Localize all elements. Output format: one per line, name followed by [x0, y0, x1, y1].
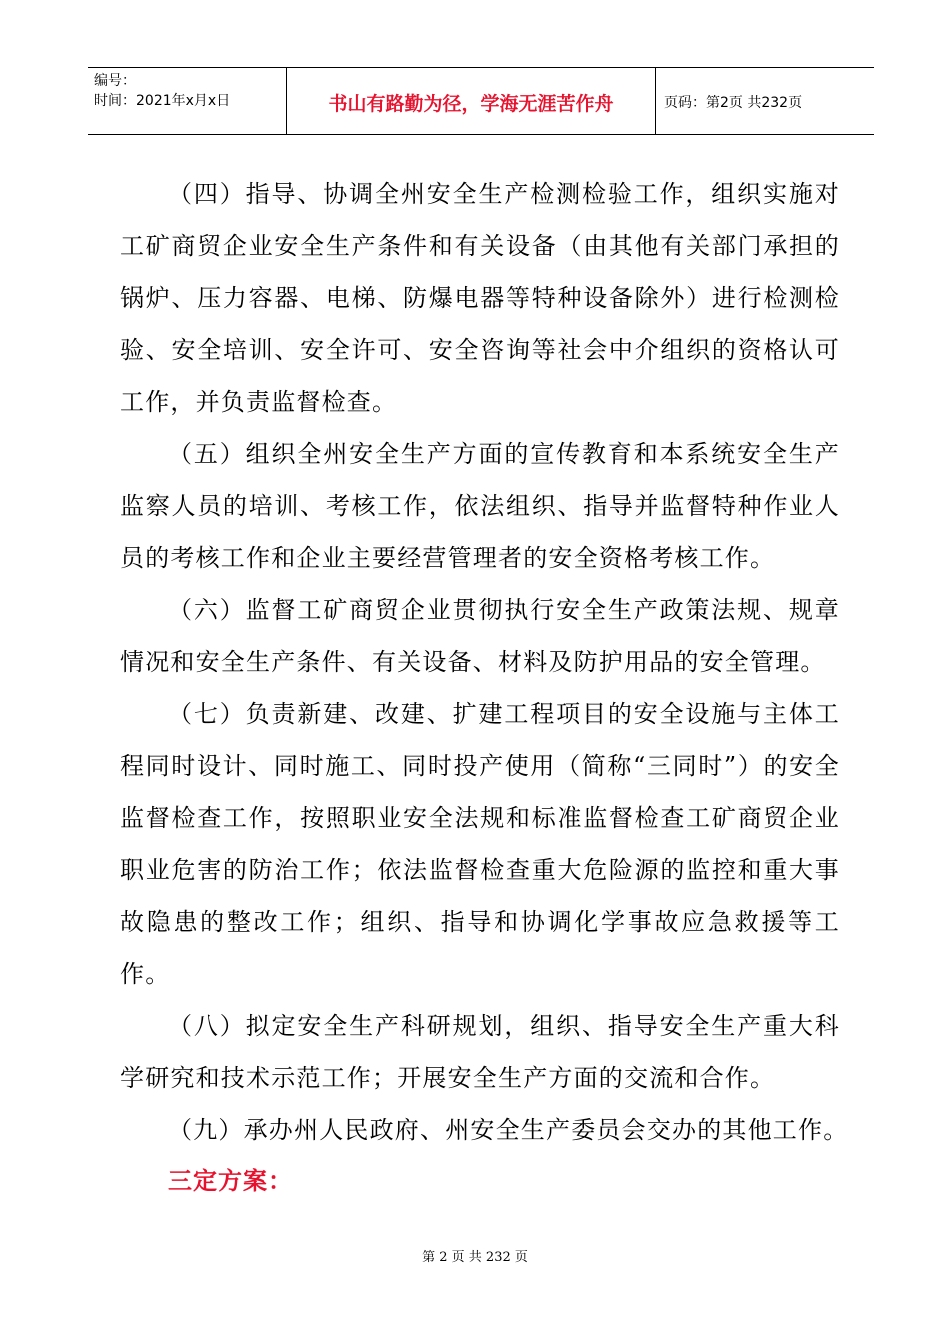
header-motto: 书山有路勤为径，学海无涯苦作舟 [328, 93, 614, 115]
document-number-label: 编号： [94, 73, 136, 89]
header-meta-cell [88, 68, 286, 134]
document-time-label: 时间：2021年x月x日 [94, 93, 231, 109]
paragraph-item-5: （五）组织全州安全生产方面的宣传教育和本系统安全生产监察人员的培训、考核工作，依法组织、指导并监督特种作业人员的考核工作和企业主要经营管理者的安全资格考核工作。 [120, 440, 840, 572]
paragraph-item-4: （四）指导、协调全州安全生产检测检验工作，组织实施对工矿商贸企业安全生产条件和有关设备（由其他有关部门承担的锅炉、压力容器、电梯、防爆电器等特种设备除外）进行检测检验、安全培训、安全许可、安全咨询等社会中介组织的资格认可工作，并负责监督检查。 [120, 180, 840, 416]
document-body [120, 168, 849, 1206]
page-footer: 第 2 页 共 232 页 [422, 1250, 528, 1265]
paragraph-item-9: （九）承办州人民政府、州安全生产委员会交办的其他工作。 [168, 1116, 849, 1144]
paragraph-item-6: （六）监督工矿商贸企业贯彻执行安全生产政策法规、规章情况和安全生产条件、有关设备、材料及防护用品的安全管理。 [120, 596, 840, 676]
section-heading: 三定方案： [168, 1167, 293, 1195]
paragraph-item-8: （八）拟定安全生产科研规划，组织、指导安全生产重大科学研究和技术示范工作；开展安全生产方面的交流和合作。 [120, 1012, 840, 1092]
header-motto-cell [286, 68, 656, 134]
paragraph-item-7: （七）负责新建、改建、扩建工程项目的安全设施与主体工程同时设计、同时施工、同时投产使用（简称“三同时”）的安全监督检查工作，按照职业安全法规和标准监督检查工矿商贸企业职业危害的防治工作；依法监督检查重大危险源的监控和重大事故隐患的整改工作；组织、指导和协调化学事故应急救援等工作。 [120, 700, 840, 988]
header-table [88, 67, 874, 135]
header-page-info: 页码：第2页 共232页 [664, 95, 803, 111]
header-page-cell [656, 68, 874, 134]
